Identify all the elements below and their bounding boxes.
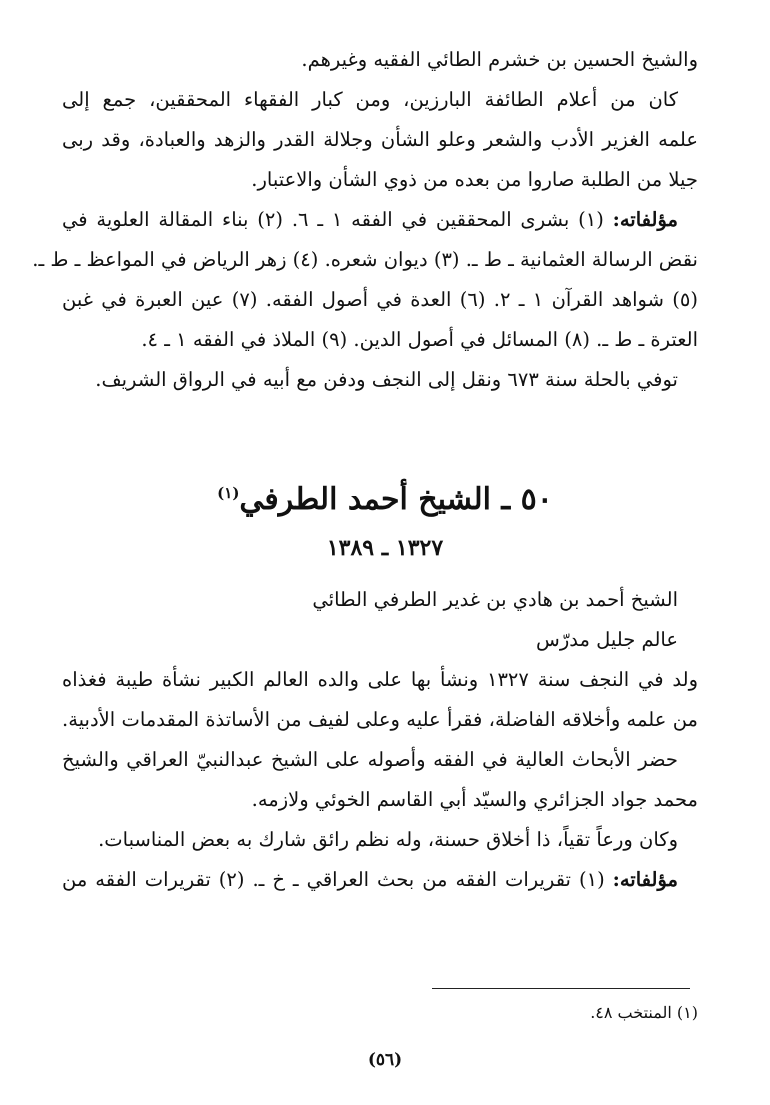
- text-line: [62, 860, 698, 900]
- line-text: والشيخ الحسين بن خشرم الطائي الفقيه وغيرهم.: [301, 48, 698, 71]
- page-number: (٥٦): [367, 1050, 403, 1070]
- authorship-label: مؤلفاته:: [612, 868, 679, 891]
- line-text: نقض الرسالة العثمانية ـ ط ـ. (٣) ديوان شعره. (٤) زهر الرياض في المواعظ ـ ط ـ.: [32, 248, 698, 271]
- footnote: (١) المنتخب ٤٨.: [590, 1003, 698, 1022]
- heading-text: ٥٠ ـ الشيخ أحمد الطرفي: [239, 482, 553, 517]
- text-line: [62, 280, 698, 320]
- line-text: توفي بالحلة سنة ٦٧٣ ونقل إلى النجف ودفن مع أبيه في الرواق الشريف.: [95, 368, 678, 391]
- footnote-divider: [432, 988, 690, 989]
- line-text: الشيخ أحمد بن هادي بن غدير الطرفي الطائي: [312, 588, 678, 611]
- line-text: محمد جواد الجزائري والسيّد أبي القاسم الخوئي ولازمه.: [251, 788, 698, 811]
- line-text: (٥) شواهد القرآن ١ ـ ٢. (٦) العدة في أصول الفقه. (٧) عين العبرة في غبن: [62, 288, 698, 311]
- text-line: [62, 320, 698, 360]
- line-text: (١) بشرى المحققين في الفقه ١ ـ ٦. (٢) بناء المقالة العلوية في: [62, 208, 613, 231]
- text-line: [62, 120, 698, 160]
- section-heading: [0, 468, 770, 518]
- line-text: جيلا من الطلبة صاروا من بعده من ذوي الشأن والاعتبار.: [251, 168, 698, 191]
- text-line: [62, 620, 698, 660]
- line-text: عالم جليل مدرّس: [536, 628, 678, 651]
- text-line: [62, 40, 698, 80]
- text-line: [62, 740, 698, 780]
- text-line: [62, 780, 698, 820]
- years-range: ١٣٢٧ ـ ١٣٨٩: [326, 535, 444, 561]
- line-text: من علمه وأخلاقه الفاضلة، فقرأ عليه وعلى لفيف من الأساتذة المقدمات الأدبية.: [62, 708, 698, 731]
- line-text: ولد في النجف سنة ١٣٢٧ ونشأ بها على والده العالم الكبير نشأة طيبة فغذاه: [62, 668, 698, 691]
- text-line: [62, 360, 698, 400]
- text-line: [32, 240, 698, 280]
- text-line: [62, 660, 698, 700]
- heading-footnote-marker: (١): [217, 484, 240, 502]
- line-text: وكان ورعاً تقياً، ذا أخلاق حسنة، وله نظم رائق شارك به بعض المناسبات.: [98, 828, 678, 851]
- line-text: (١) تقريرات الفقه من بحث العراقي ـ خ ـ. (٢) تقريرات الفقه من: [62, 868, 613, 891]
- text-line: [62, 700, 698, 740]
- authorship-label: مؤلفاته:: [612, 208, 678, 231]
- text-line: [62, 80, 698, 120]
- line-text: حضر الأبحاث العالية في الفقه وأصوله على الشيخ عبدالنبيّ العراقي والشيخ: [62, 748, 678, 771]
- text-line: [62, 160, 698, 200]
- line-text: العترة ـ ط ـ. (٨) المسائل في أصول الدين. (٩) الملاذ في الفقه ١ ـ ٤.: [141, 328, 698, 351]
- text-line: [62, 820, 698, 860]
- line-text: كان من أعلام الطائفة البارزين، ومن كبار الفقهاء المحققين، جمع إلى: [62, 88, 678, 111]
- line-text: علمه الغزير الأدب والشعر وعلو الشأن وجلالة القدر والزهد والعبادة، وقد ربى: [62, 128, 698, 151]
- text-line: [62, 200, 698, 240]
- text-line: [62, 580, 698, 620]
